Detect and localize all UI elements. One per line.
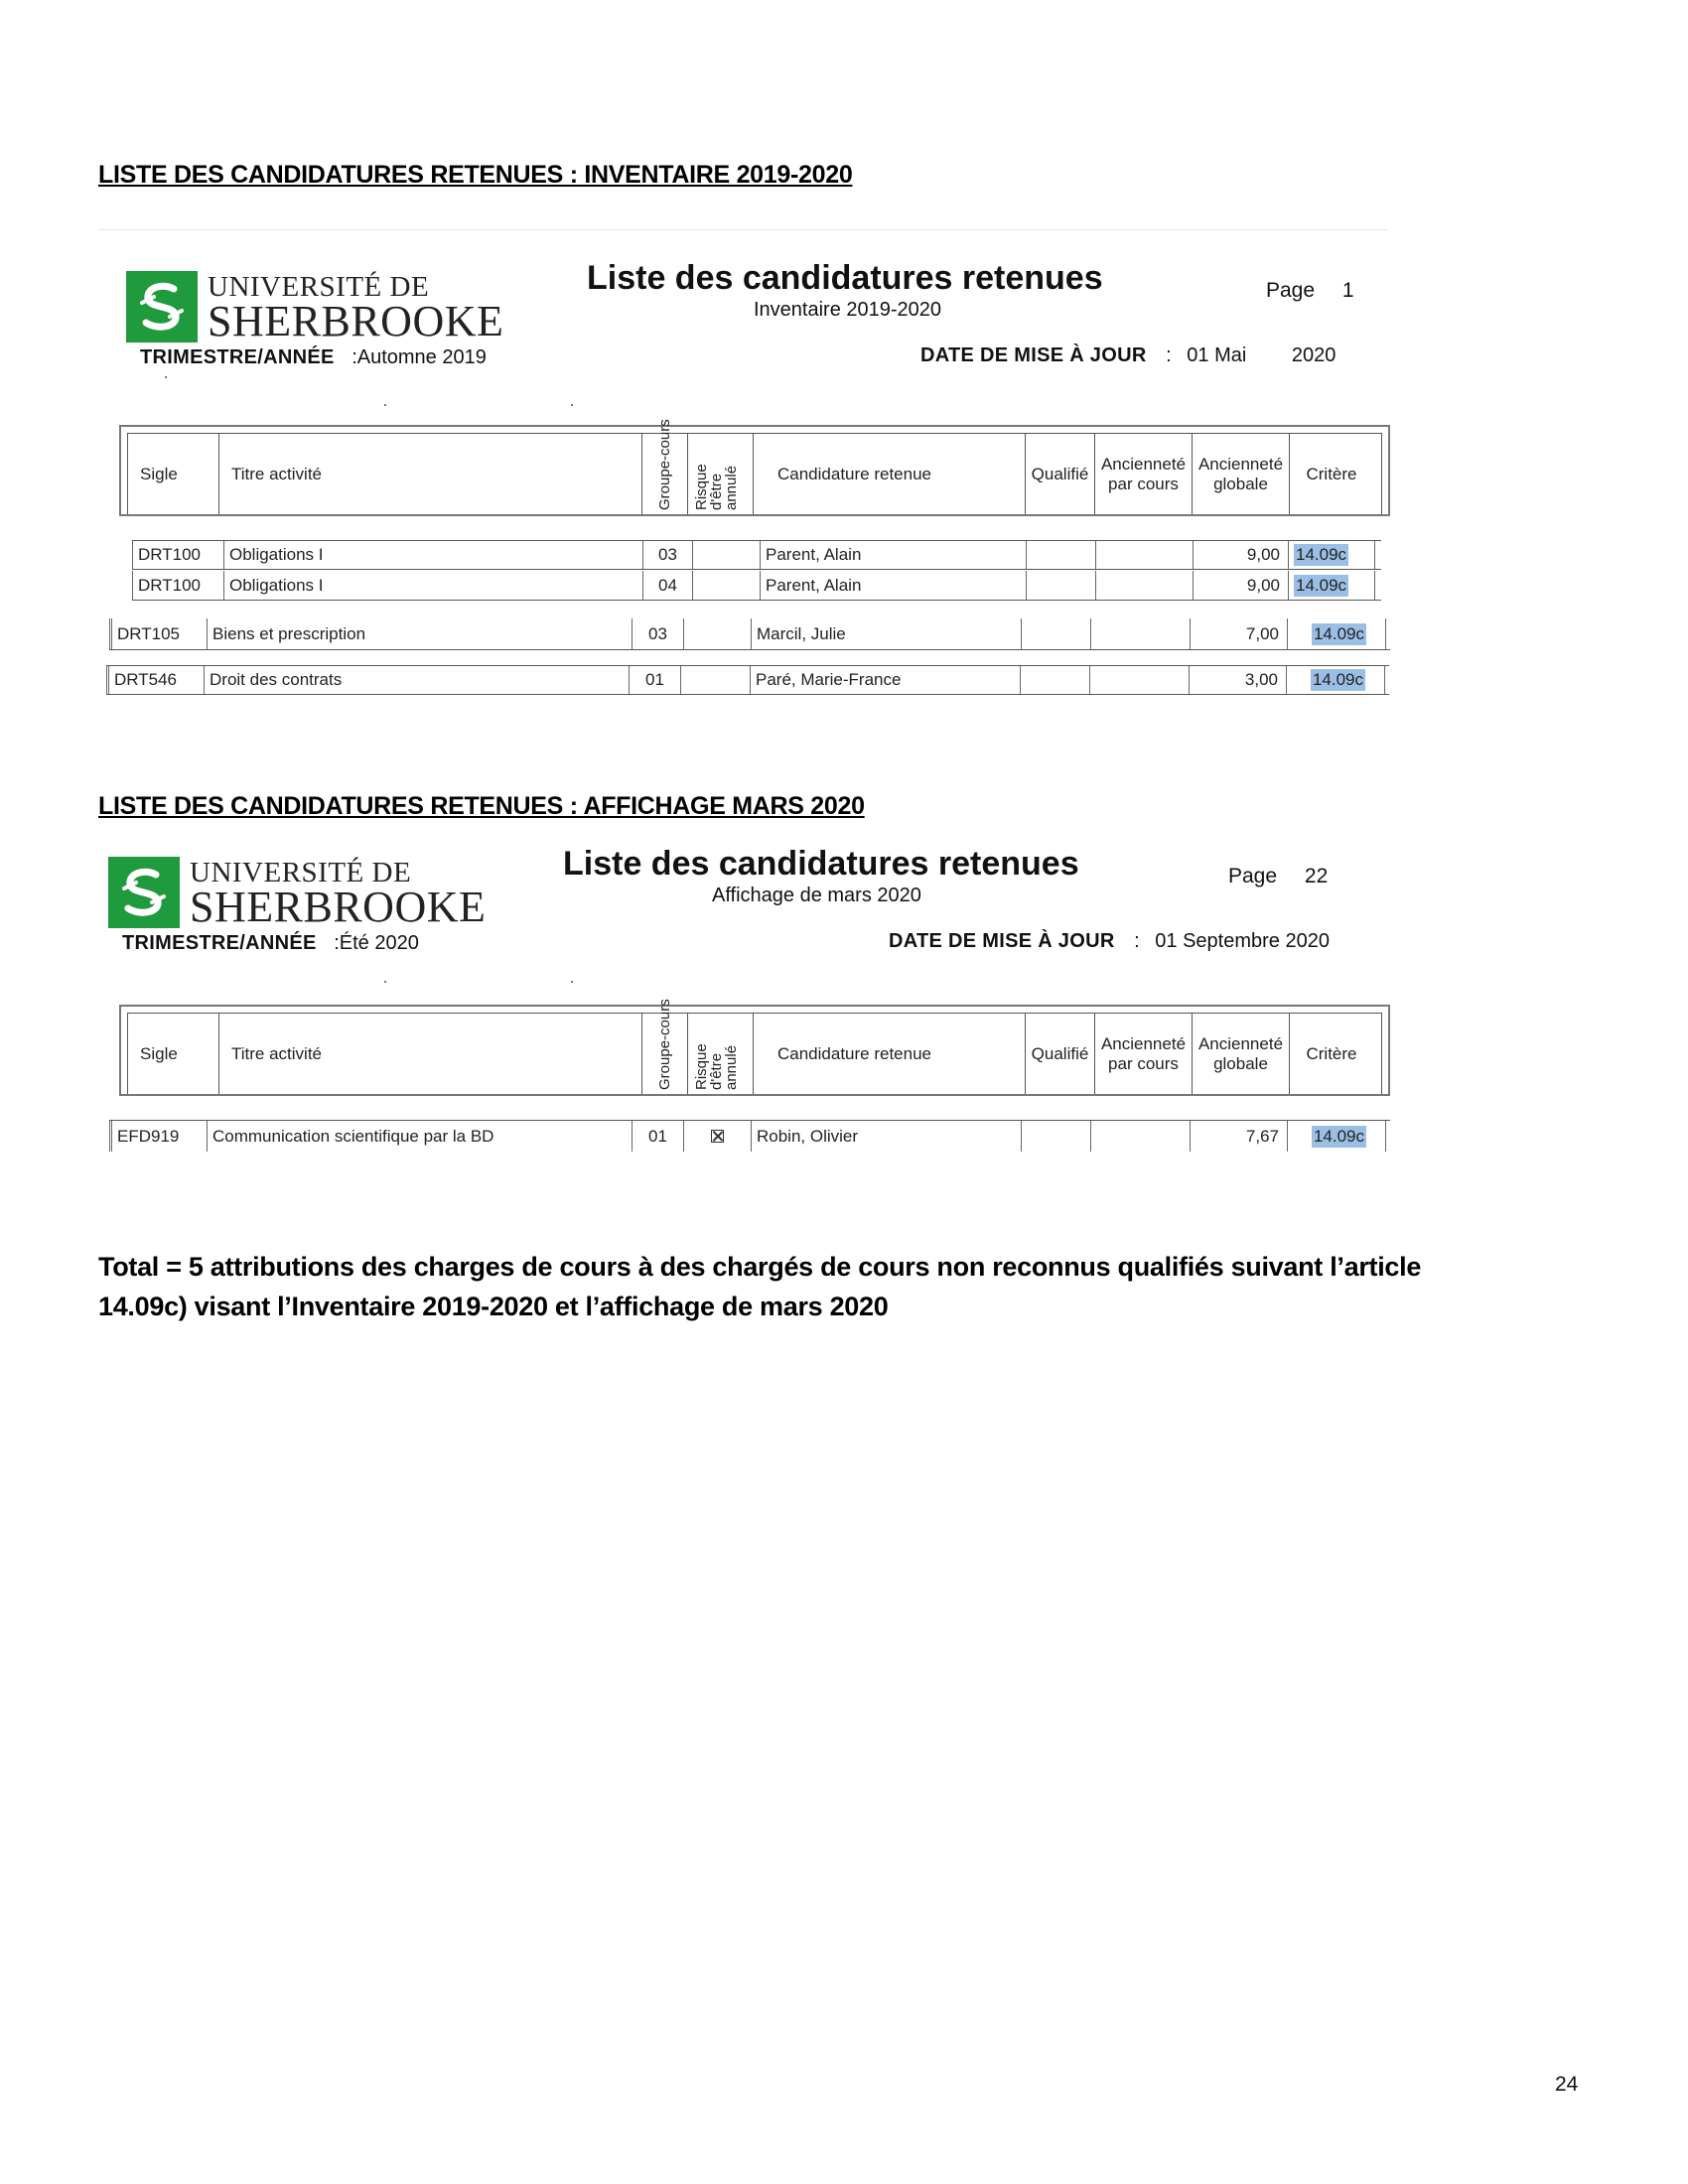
trimestre-annee bbox=[140, 346, 487, 369]
section-heading-inventaire: LISTE DES CANDIDATURES RETENUES : INVENTAIRE 2019-2020 bbox=[98, 161, 853, 189]
cell-sigle: DRT546 bbox=[106, 666, 204, 694]
critere-highlight: 14.09c bbox=[1313, 1126, 1365, 1146]
page-value: 1 bbox=[1341, 279, 1354, 302]
page-label: Page bbox=[1228, 865, 1278, 887]
cell-groupe: 01 bbox=[629, 666, 680, 694]
cell-groupe: 01 bbox=[632, 1121, 683, 1152]
cell-candidature: Robin, Olivier bbox=[751, 1121, 1021, 1152]
page-label: Page bbox=[1266, 279, 1316, 302]
cell-sigle: DRT105 bbox=[109, 618, 207, 649]
maj-label: DATE DE MISE À JOUR bbox=[889, 930, 1115, 952]
cell-sigle: EFD919 bbox=[109, 1121, 207, 1152]
cell-critere bbox=[1288, 571, 1375, 600]
report-title: Liste des candidatures retenues bbox=[563, 845, 1079, 883]
cell-anc-cours bbox=[1095, 571, 1193, 600]
col-sigle: Sigle bbox=[128, 434, 219, 514]
cell-candidature: Paré, Marie-France bbox=[750, 666, 1020, 694]
table-row bbox=[132, 571, 1381, 601]
col-sigle: Sigle bbox=[128, 1014, 219, 1094]
cell-sigle: DRT100 bbox=[132, 541, 223, 569]
page-indicator bbox=[1266, 279, 1354, 303]
col-candidature: Candidature retenue bbox=[754, 1014, 1026, 1094]
cell-anc-globale: 7,67 bbox=[1190, 1121, 1287, 1152]
cell-anc-globale: 7,00 bbox=[1190, 618, 1287, 649]
cell-anc-globale: 3,00 bbox=[1189, 666, 1286, 694]
table-row bbox=[109, 618, 1390, 650]
total-summary: Total = 5 attributions des charges de cours à des chargés de cours non reconnus qualifiés suivant l’article 14.09c) visant l’Inventaire 2019-2020 et l’affichage de mars 2020 bbox=[98, 1252, 1422, 1321]
page-number: 24 bbox=[1555, 2073, 1579, 2096]
critere-highlight: 14.09c bbox=[1313, 623, 1365, 643]
maj-year: 2020 bbox=[1291, 344, 1336, 366]
cell-titre: Obligations I bbox=[223, 571, 642, 600]
cell-titre: Droit des contrats bbox=[204, 666, 629, 694]
cell-sigle: DRT100 bbox=[132, 571, 223, 600]
sherbrooke-s-icon bbox=[108, 857, 180, 928]
col-anc-globale: Ancienneté globale bbox=[1193, 434, 1290, 514]
page-value: 22 bbox=[1304, 865, 1329, 887]
critere-highlight: 14.09c bbox=[1296, 575, 1347, 595]
section-heading-affichage: LISTE DES CANDIDATURES RETENUES : AFFICHAGE MARS 2020 bbox=[98, 792, 865, 820]
cell-qualifie bbox=[1020, 666, 1089, 694]
cell-critere bbox=[1287, 1121, 1386, 1152]
cell-anc-cours bbox=[1090, 618, 1190, 649]
date-mise-a-jour bbox=[920, 344, 1336, 367]
cell-risque bbox=[683, 1121, 751, 1152]
cell-risque bbox=[683, 618, 751, 649]
cell-groupe: 04 bbox=[642, 571, 692, 600]
col-titre: Titre activité bbox=[219, 434, 642, 514]
cell-critere bbox=[1288, 541, 1375, 569]
col-anc-cours: Ancienneté par cours bbox=[1095, 434, 1193, 514]
cell-candidature: Parent, Alain bbox=[760, 541, 1026, 569]
cell-risque bbox=[680, 666, 750, 694]
col-anc-cours: Ancienneté par cours bbox=[1095, 1014, 1193, 1094]
col-critere: Critère bbox=[1306, 464, 1357, 483]
university-logo bbox=[126, 271, 504, 345]
cell-groupe: 03 bbox=[632, 618, 683, 649]
university-logo bbox=[108, 857, 487, 931]
cell-groupe: 03 bbox=[642, 541, 692, 569]
report-subtitle: Affichage de mars 2020 bbox=[712, 885, 921, 906]
col-critere: Critère bbox=[1306, 1043, 1357, 1063]
cell-qualifie bbox=[1026, 571, 1095, 600]
cell-titre: Obligations I bbox=[223, 541, 642, 569]
cell-anc-cours bbox=[1095, 541, 1193, 569]
cell-candidature: Marcil, Julie bbox=[751, 618, 1021, 649]
col-titre: Titre activité bbox=[219, 1014, 642, 1094]
maj-date: 01 Mai bbox=[1187, 344, 1247, 366]
col-risque: Risque d'être annulé bbox=[688, 434, 754, 514]
col-candidature: Candidature retenue bbox=[754, 434, 1026, 514]
table-header bbox=[119, 998, 1390, 1096]
cell-risque bbox=[692, 541, 760, 569]
cell-risque bbox=[692, 571, 760, 600]
logo-line2: SHERBROOKE bbox=[208, 297, 504, 345]
report-title: Liste des candidatures retenues bbox=[587, 259, 1103, 297]
report-inventaire bbox=[94, 253, 1385, 710]
table-row bbox=[132, 540, 1381, 570]
table-row bbox=[109, 1120, 1390, 1152]
critere-highlight: 14.09c bbox=[1296, 545, 1347, 564]
cell-qualifie bbox=[1026, 541, 1095, 569]
table-header bbox=[119, 418, 1390, 516]
cell-anc-globale: 9,00 bbox=[1193, 571, 1288, 600]
maj-colon: : bbox=[1166, 344, 1172, 366]
cell-titre: Communication scientifique par la BD bbox=[207, 1121, 632, 1152]
trimestre-label: TRIMESTRE/ANNÉE bbox=[140, 346, 335, 368]
date-mise-a-jour bbox=[889, 930, 1330, 953]
cell-critere bbox=[1286, 666, 1385, 694]
logo-line2: SHERBROOKE bbox=[190, 883, 487, 931]
col-anc-globale: Ancienneté globale bbox=[1193, 1014, 1290, 1094]
cell-candidature: Parent, Alain bbox=[760, 571, 1026, 600]
page-indicator bbox=[1228, 865, 1328, 888]
maj-date: 01 Septembre 2020 bbox=[1155, 930, 1330, 952]
cell-anc-globale: 9,00 bbox=[1193, 541, 1288, 569]
report-affichage bbox=[94, 839, 1385, 1166]
sherbrooke-s-icon bbox=[126, 271, 198, 342]
col-groupe: Groupe-cours bbox=[642, 434, 688, 514]
cell-anc-cours bbox=[1089, 666, 1189, 694]
col-qualifie: Qualifié bbox=[1026, 434, 1095, 514]
trimestre-value: :Été 2020 bbox=[334, 932, 419, 954]
col-qualifie: Qualifié bbox=[1026, 1014, 1095, 1094]
logo-line1: UNIVERSITÉ DE bbox=[208, 271, 430, 303]
cell-qualifie bbox=[1021, 618, 1090, 649]
report-subtitle: Inventaire 2019-2020 bbox=[754, 299, 942, 321]
trimestre-value: :Automne 2019 bbox=[352, 346, 487, 368]
divider bbox=[98, 229, 1389, 230]
risque-checkbox bbox=[711, 1130, 724, 1143]
maj-label: DATE DE MISE À JOUR bbox=[920, 344, 1147, 366]
cell-anc-cours bbox=[1090, 1121, 1190, 1152]
cell-qualifie bbox=[1021, 1121, 1090, 1152]
cell-titre: Biens et prescription bbox=[207, 618, 632, 649]
trimestre-annee bbox=[122, 932, 419, 955]
col-groupe: Groupe-cours bbox=[642, 1014, 688, 1094]
critere-highlight: 14.09c bbox=[1312, 670, 1364, 689]
logo-line1: UNIVERSITÉ DE bbox=[190, 857, 412, 888]
col-risque: Risque d'être annulé bbox=[688, 1014, 754, 1094]
trimestre-label: TRIMESTRE/ANNÉE bbox=[122, 932, 317, 954]
cell-critere bbox=[1287, 618, 1386, 649]
table-row bbox=[106, 665, 1389, 695]
maj-colon: : bbox=[1134, 930, 1140, 952]
